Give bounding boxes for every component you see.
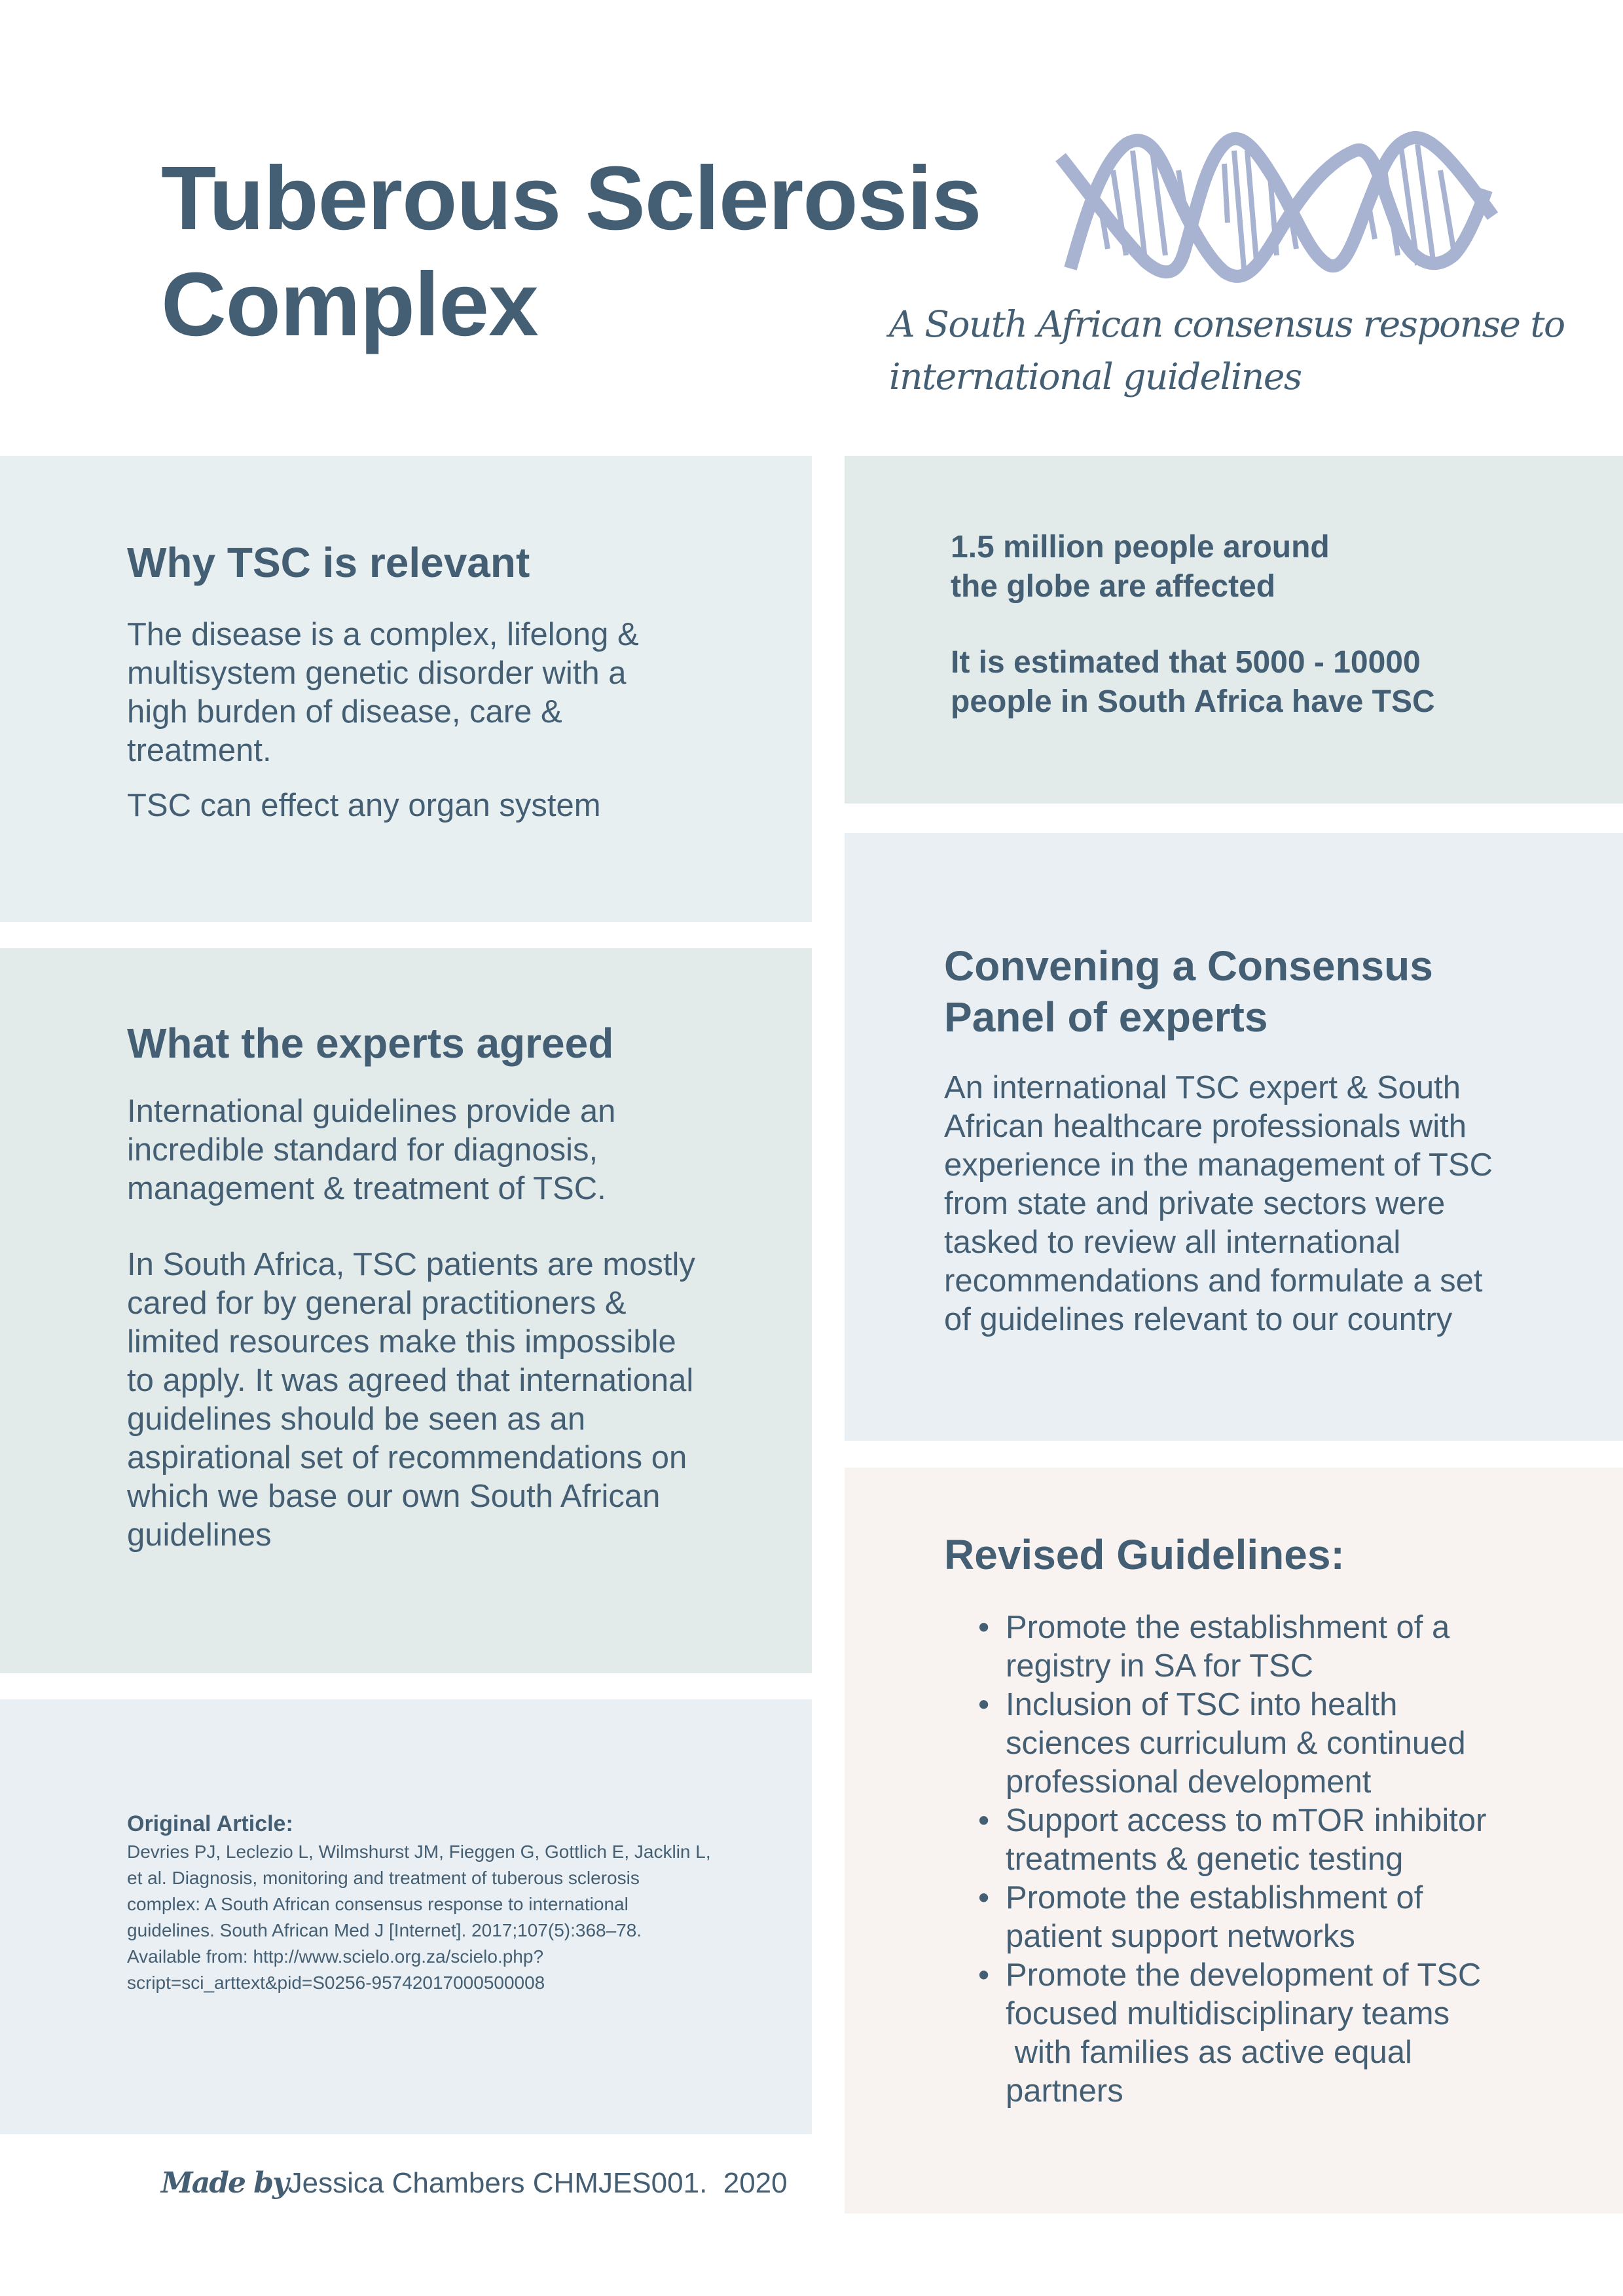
south-africa-stat: It is estimated that 5000 - 10000 people in South Africa have TSC: [951, 645, 1435, 719]
bullet-icon: •: [978, 1610, 990, 1645]
consensus-panel-section: [845, 833, 1623, 1441]
list-item: • Promote the establishment of patient support networks: [978, 1880, 1423, 1954]
revised-heading: Revised Guidelines:: [944, 1531, 1345, 1578]
panel-body: An international TSC expert & South African healthcare professionals with experience in the management of TSC from state and private sectors were tasked to review all international recommendations and formulate a set of guidelines relevant to our country: [944, 1070, 1493, 1337]
author-credit: Jessica Chambers CHMJES001. 2020: [287, 2167, 788, 2199]
agreed-heading: What the experts agreed: [127, 1020, 614, 1067]
bullet-icon: •: [978, 1687, 990, 1722]
subtitle-line-1: A South African consensus response to: [889, 303, 1565, 345]
agreed-paragraph-2: In South Africa, TSC patients are mostly cared for by general practitioners & limited resources make this impossible to apply. It was agreed that international guidelines should be seen as an aspirational set of recommendations on which we base our own South African guidelines: [127, 1247, 695, 1553]
dna-rungs: [1100, 144, 1453, 268]
list-item: • Support access to mTOR inhibitor treatments & genetic testing: [978, 1803, 1487, 1877]
why-paragraph-1: The disease is a complex, lifelong & multisystem genetic disorder with a high burden of disease, care & treatment.: [127, 617, 639, 768]
experts-agreed-section: [0, 948, 812, 1673]
agreed-paragraph-1: International guidelines provide an incredible standard for diagnosis, management & treatment of TSC.: [127, 1094, 616, 1206]
title-line-1: Tuberous Sclerosis: [161, 148, 981, 249]
why-tsc-section: [0, 456, 812, 922]
why-heading: Why TSC is relevant: [127, 539, 530, 586]
reference-citation: Devries PJ, Leclezio L, Wilmshurst JM, Fieggen G, Gottlich E, Jacklin L, et al. Diagnosis, monitoring and treatment of tuberous sclerosis complex: A South African consensus response to international guidelines. South African Med J [Internet]. 2017;107(5):368–78. Available from: http://www.scielo.org.za/scielo.php? script=sci_arttext&pid=S0256-95742017000500008: [127, 1842, 711, 1993]
panel-heading: Convening a Consensus Panel of experts: [944, 942, 1433, 1041]
list-item: • Promote the development of TSC focused multidisciplinary teams with families as active equal partners: [978, 1957, 1482, 2109]
dna-helix-icon: [1048, 124, 1506, 288]
revised-guidelines-list: [979, 1608, 1595, 2111]
bullet-icon: •: [978, 1803, 990, 1838]
footer-credit: [161, 2165, 788, 2202]
stats-section: [845, 456, 1623, 804]
subtitle-line-2: international guidelines: [889, 356, 1302, 398]
list-item: • Promote the establishment of a registry in SA for TSC: [978, 1610, 1450, 1684]
subtitle: [889, 298, 1565, 403]
made-by-label: Made by: [161, 2166, 288, 2200]
reference-link[interactable]: Available from: http://www.scielo.org.za/scielo.php? script=sci_arttext&pid=S0256-95742017000500008: [127, 1946, 545, 1993]
bullet-icon: •: [978, 1880, 990, 1916]
list-item: • Inclusion of TSC into health sciences curriculum & continued professional development: [978, 1687, 1466, 1800]
reference-title: Original Article:: [127, 1811, 293, 1836]
page-title: [161, 145, 981, 358]
global-stat: 1.5 million people around the globe are affected: [951, 530, 1330, 604]
title-line-2: Complex: [161, 254, 538, 355]
why-paragraph-2: TSC can effect any organ system: [127, 788, 601, 823]
bullet-icon: •: [978, 1957, 990, 1993]
